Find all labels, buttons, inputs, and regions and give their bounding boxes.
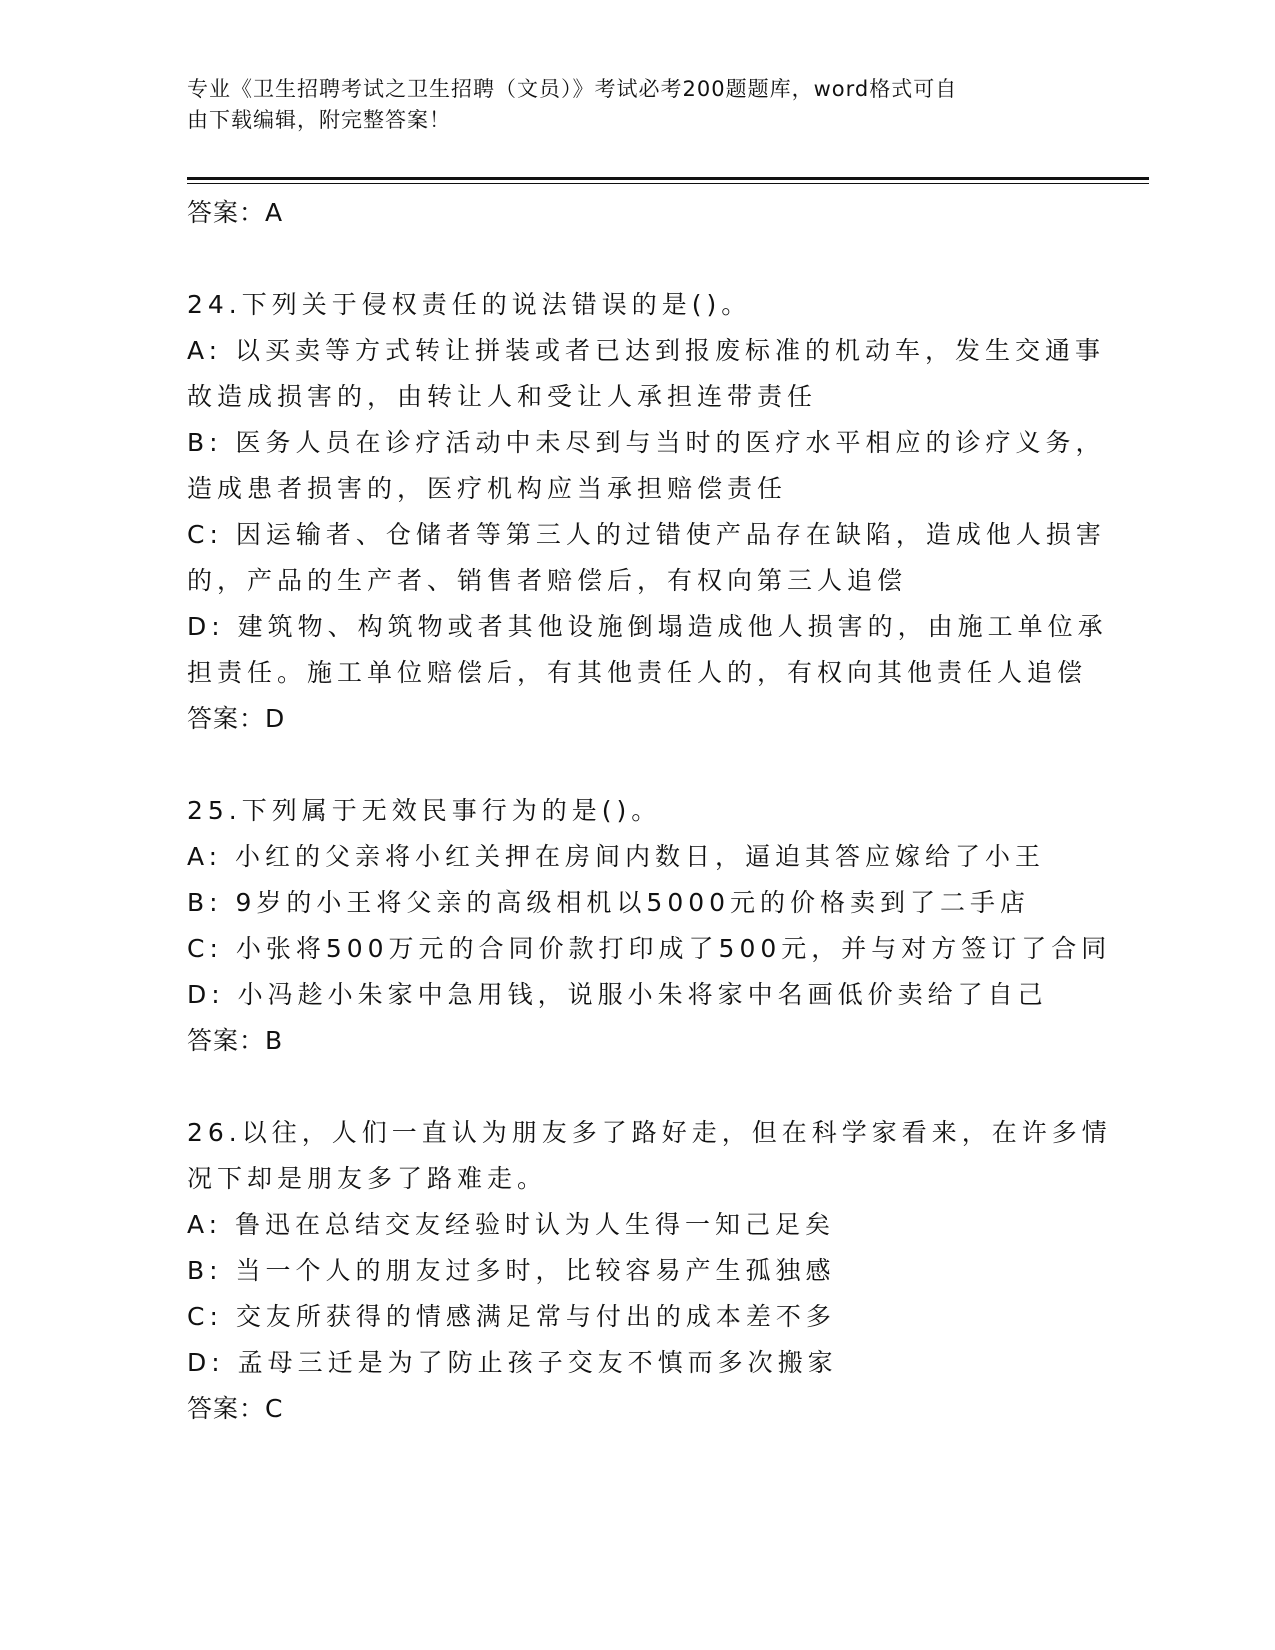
page-header <box>187 74 1087 136</box>
header-rule-thick <box>187 177 1149 180</box>
header-line-1: 专业《卫生招聘考试之卫生招聘（文员）》考试必考200题题库，word格式可自 <box>187 77 958 101</box>
spacer <box>187 742 1087 788</box>
option-b: B: 当一个人的朋友过多时，比较容易产生孤独感 <box>187 1256 836 1285</box>
answer: 答案：B <box>187 1026 284 1055</box>
option-c: C: 因运输者、仓储者等第三人的过错使产品存在缺陷，造成他人损害 <box>187 520 1106 549</box>
document-body <box>187 190 1112 1432</box>
option-a: A: 鲁迅在总结交友经验时认为人生得一知己足矣 <box>187 1210 836 1239</box>
spacer <box>187 1064 1087 1110</box>
answer: 答案：D <box>187 704 286 733</box>
question-26 <box>187 1110 1112 1432</box>
option-c: C: 交友所获得的情感满足常与付出的成本差不多 <box>187 1302 836 1331</box>
option-d-cont: 担责任。施工单位赔偿后，有其他责任人的，有权向其他责任人追偿 <box>187 658 1088 687</box>
option-d: D: 小冯趁小朱家中急用钱，说服小朱将家中名画低价卖给了自己 <box>187 980 1048 1009</box>
option-b: B: 医务人员在诊疗活动中未尽到与当时的医疗水平相应的诊疗义务， <box>187 428 1106 457</box>
option-d: D: 建筑物、构筑物或者其他设施倒塌造成他人损害的，由施工单位承 <box>187 612 1108 641</box>
option-b-cont: 造成患者损害的，医疗机构应当承担赔偿责任 <box>187 474 788 503</box>
question-24 <box>187 282 1108 742</box>
option-c: C: 小张将500万元的合同价款打印成了500元，并与对方签订了合同 <box>187 934 1112 963</box>
answer-prev: 答案：A <box>187 198 284 227</box>
question-stem: 26.以往，人们一直认为朋友多了路好走，但在科学家看来，在许多情 <box>187 1118 1112 1147</box>
question-stem: 25.下列属于无效民事行为的是()。 <box>187 796 662 825</box>
option-b: B: 9岁的小王将父亲的高级相机以5000元的价格卖到了二手店 <box>187 888 1031 917</box>
option-d: D: 孟母三迁是为了防止孩子交友不慎而多次搬家 <box>187 1348 838 1377</box>
question-25 <box>187 788 1112 1064</box>
option-a: A: 小红的父亲将小红关押在房间内数日，逼迫其答应嫁给了小王 <box>187 842 1046 871</box>
spacer <box>187 236 1087 282</box>
option-a: A: 以买卖等方式转让拼装或者已达到报废标准的机动车，发生交通事 <box>187 336 1106 365</box>
answer: 答案：C <box>187 1394 284 1423</box>
question-stem-cont: 况下却是朋友多了路难走。 <box>187 1164 548 1193</box>
question-stem: 24.下列关于侵权责任的说法错误的是()。 <box>187 290 752 319</box>
option-a-cont: 故造成损害的，由转让人和受让人承担连带责任 <box>187 382 818 411</box>
header-line-2: 由下载编辑，附完整答案！ <box>187 108 451 132</box>
header-rule-thin <box>187 183 1149 184</box>
option-c-cont: 的，产品的生产者、销售者赔偿后，有权向第三人追偿 <box>187 566 908 595</box>
